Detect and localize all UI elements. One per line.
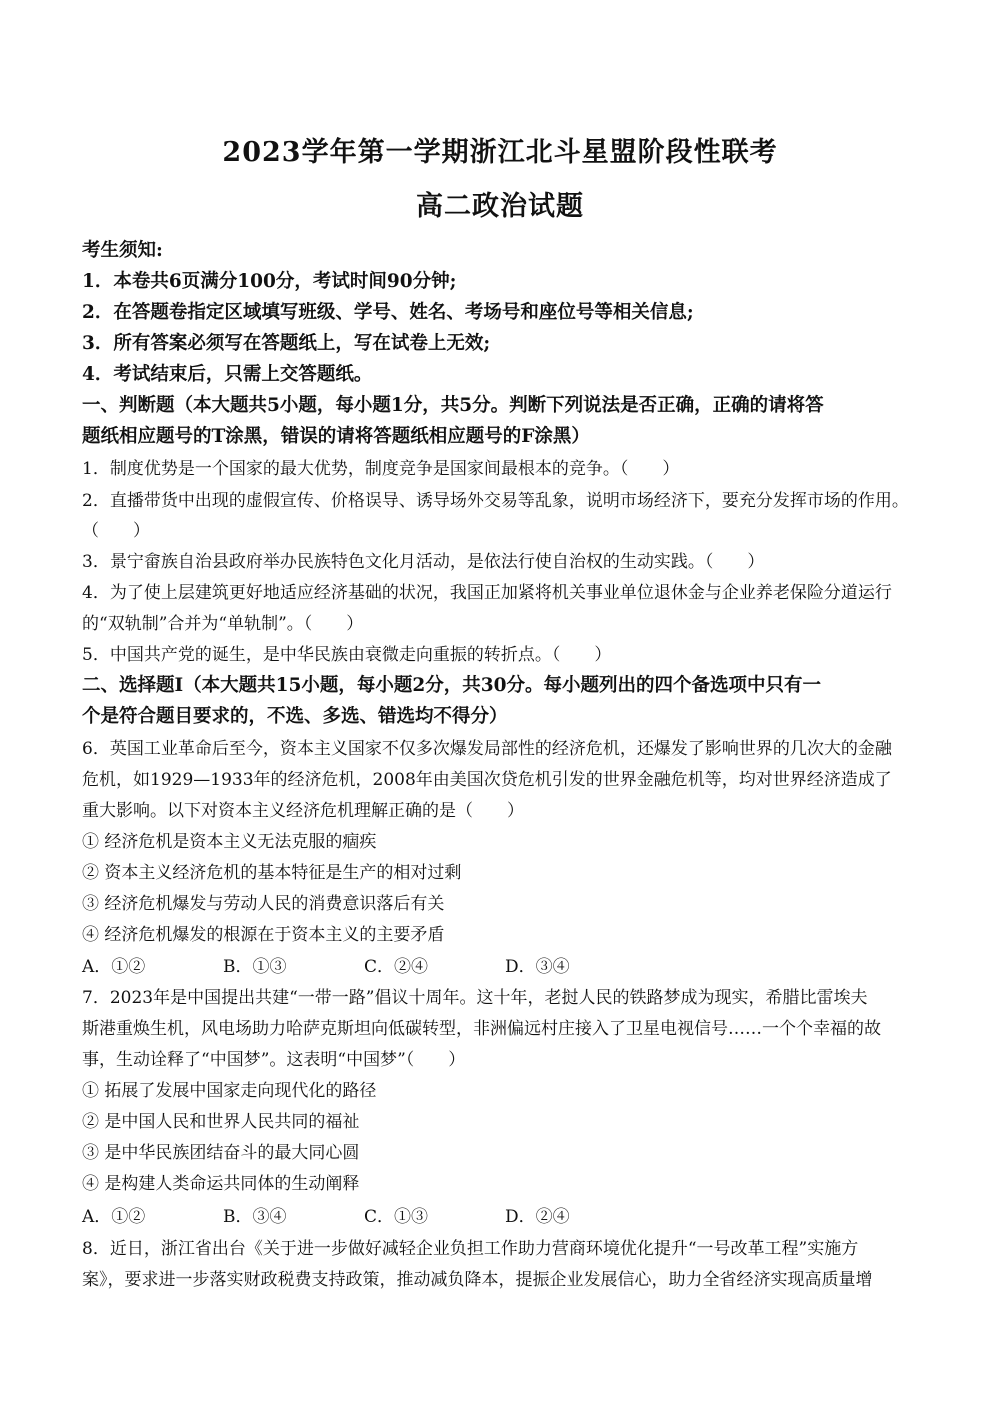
q8-stem: 案》，要求进一步落实财政税费支持政策，推动减负降本，提振企业发展信心，助力全省经济实现高质量增 (82, 1270, 873, 1290)
q7-item: ② 是中国人民和世界人民共同的福祉 (82, 1112, 360, 1132)
question-line: （ ） (82, 521, 150, 541)
q6-stem: 危机，如1929—1933年的经济危机，2008年由美国次贷危机引发的世界金融危机等，均对世界经济造成了 (82, 770, 892, 790)
question-line: 3．景宁畲族自治县政府举办民族特色文化月活动，是依法行使自治权的生动实践。（ ） (82, 552, 765, 572)
option-d: D．③④ (505, 957, 570, 977)
q6-item: ④ 经济危机爆发的根源在于资本主义的主要矛盾 (82, 925, 445, 945)
option-a: A．①② (82, 957, 146, 977)
q7-stem: 斯港重焕生机，风电场助力哈萨克斯坦向低碳转型，非洲偏远村庄接入了卫星电视信号……一个个幸福的故 (82, 1019, 881, 1039)
option-d: D．②④ (505, 1207, 570, 1227)
q7-stem: 7．2023年是中国提出共建“一带一路”倡议十周年。这十年，老挝人民的铁路梦成为现实，希腊比雷埃夫 (82, 988, 868, 1008)
notice-item: 1．本卷共6页满分100分，考试时间90分钟; (82, 271, 457, 292)
q7-stem: 事，生动诠释了“中国梦”。这表明“中国梦”（ ） (82, 1050, 466, 1070)
exam-subtitle: 高二政治试题 (416, 191, 584, 222)
option-b: B．③④ (223, 1207, 287, 1227)
q6-item: ① 经济危机是资本主义无法克服的痼疾 (82, 832, 377, 852)
option-c: C．②④ (364, 957, 429, 977)
q6-stem: 6．英国工业革命后至今，资本主义国家不仅多次爆发局部性的经济危机，还爆发了影响世界的几次大的金融 (82, 739, 892, 759)
q7-options (82, 1202, 646, 1227)
q8-stem: 8．近日，浙江省出台《关于进一步做好减轻企业负担工作助力营商环境优化提升“一号改革工程”实施方 (82, 1239, 859, 1259)
notice-heading: 考生须知: (82, 240, 163, 261)
q6-item: ③ 经济危机爆发与劳动人民的消费意识落后有关 (82, 894, 445, 914)
section2-heading-cont: 个是符合题目要求的，不选、多选、错选均不得分） (82, 706, 508, 727)
question-line: 4．为了使上层建筑更好地适应经济基础的状况，我国正加紧将机关事业单位退休金与企业养老保险分道运行 (82, 583, 892, 603)
section1-heading-cont: 题纸相应题号的T涂黑，错误的请将答题纸相应题号的F涂黑） (82, 426, 590, 447)
section1-heading: 一、判断题（本大题共5小题，每小题1分，共5分。判断下列说法是否正确，正确的请将答 (82, 395, 824, 416)
question-line: 1．制度优势是一个国家的最大优势，制度竞争是国家间最根本的竞争。（ ） (82, 459, 680, 479)
q6-options (82, 952, 646, 977)
exam-title: 2023学年第一学期浙江北斗星盟阶段性联考 (222, 137, 778, 168)
notice-item: 4．考试结束后，只需上交答题纸。 (82, 364, 373, 385)
question-line: 2．直播带货中出现的虚假宣传、价格误导、诱导场外交易等乱象，说明市场经济下，要充分发挥市场的作用。 (82, 491, 909, 511)
q7-item: ③ 是中华民族团结奋斗的最大同心圆 (82, 1143, 360, 1163)
q7-item: ④ 是构建人类命运共同体的生动阐释 (82, 1174, 360, 1194)
question-line: 5．中国共产党的诞生，是中华民族由衰微走向重振的转折点。（ ） (82, 645, 612, 665)
question-line: 的“双轨制”合并为“单轨制”。（ ） (82, 614, 364, 634)
option-a: A．①② (82, 1207, 146, 1227)
notice-item: 2．在答题卷指定区域填写班级、学号、姓名、考场号和座位号等相关信息; (82, 302, 694, 323)
notice-item: 3．所有答案必须写在答题纸上，写在试卷上无效; (82, 333, 491, 354)
q6-stem: 重大影响。以下对资本主义经济危机理解正确的是（ ） (82, 801, 524, 821)
section2-heading: 二、选择题Ⅰ（本大题共15小题，每小题2分，共30分。每小题列出的四个备选项中只有一 (82, 675, 822, 696)
q7-item: ① 拓展了发展中国家走向现代化的路径 (82, 1081, 377, 1101)
q6-item: ② 资本主义经济危机的基本特征是生产的相对过剩 (82, 863, 462, 883)
option-c: C．①③ (364, 1207, 429, 1227)
option-b: B．①③ (223, 957, 287, 977)
